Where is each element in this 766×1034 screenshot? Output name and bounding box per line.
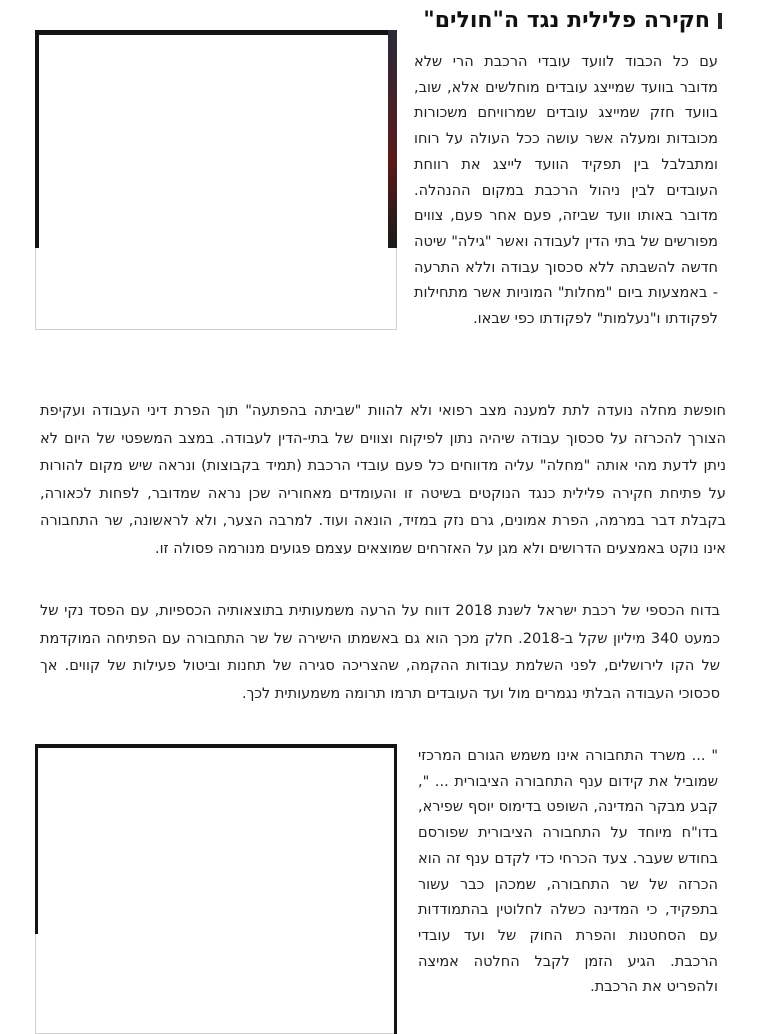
title-bullet-icon — [718, 13, 722, 29]
image-frame-right — [388, 30, 397, 248]
article-paragraph-3: בדוח הכספי של רכבת ישראל לשנת 2018 דווח על הרעה משמעותית בתוצאותיה הכספיות, עם הפסד נקי של כמעט 340 מיליון שקל ב-2018. חלק מכך הוא גם באשמתו הישירה של שר התחבורה עם הפתיחה המוקדמת של הקו לירושלים, לפני השלמת עבודות ההקמה, שהצריכה סגירה של תחנות וביטול פעילות של קווים. אך סכסוכי העבודה הבלתי נגמרים מול ועד העובדים תרמו תרומה משמעותית לכך. — [40, 603, 720, 702]
article-title-text: חקירה פלילית נגד ה"חולים" — [423, 8, 710, 33]
image-frame-right — [394, 744, 397, 1034]
image-frame-top — [35, 30, 397, 35]
image-frame-left — [35, 30, 39, 248]
article-image-bottom — [35, 744, 397, 1034]
article-paragraph-4: " ... משרד התחבורה אינו משמש הגורם המרכזי שמוביל את קידום ענף התחבורה הציבורית ... ", קבע מבקר המדינה, השופט בדימוס יוסף שפירא, בדו"ח מיוחד על התחבורה הציבורית שפורסם בחודש שעבר. צעד הכרחי כדי לקדם ענף זה הוא הכרזה של שר התחבורה, שמכהן כבר עשור בתפקיד, כי המדינה כשלה לחלוטין בהתמודדות עם הסחטנות והפרת החוק של ועד עובדי הרכבת. הגיע הזמן לקבל החלטה אמיצה ולהפריט את הרכבת. — [418, 748, 718, 996]
image-frame-top — [35, 744, 397, 748]
article-paragraph-2: חופשת מחלה נועדה לתת למענה מצב רפואי ולא להוות "שביתה בהפתעה" תוך הפרת דיני העבודה ועקיפת הצורך להכרזה על סכסוך עבודה שיהיה נתון לפיקוח וצווים של בתי-הדין לעבודה. במצב המשפטי של היום לא ניתן לדעת מהי אותה "מחלה" עליה מדווחים כל פעם עובדי הרכבת (תמיד בקבוצות) ונראה שיש מקום להורות על פתיחת חקירה פלילית כנגד הנוקטים בשיטה זו והעומדים מאחוריה שכן נראה שמדובר, לפחות לכאורה, בקבלת דבר במרמה, הפרת אמונים, גרם נזק במזיד, הונאה ועוד. למרבה הצער, ולא לראשונה, שר התחבורה אינו נוקט באמצעים הדרושים ולא מגן על האזרחים שמוצאים עצמם פגועים מנורמה פסולה זו. — [40, 403, 726, 557]
article-image-top — [35, 30, 397, 330]
image-frame-left — [35, 744, 38, 934]
article-paragraph-1: עם כל הכבוד לוועד עובדי הרכבת הרי שלא מדובר בוועד שמייצג עובדים מוחלשים אלא, שוב, בוועד חזק שמייצג עובדים שמרוויחם משכורות מכובדות ומעלה אשר עושה ככל העולה על רוחו ומתבלבל בין תפקיד הוועד לייצג את רווחת העובדים לבין ניהול הרכבת במקום ההנהלה. מדובר באותו וועד שביזה, פעם אחר פעם, צווים מפורשים של בתי הדין לעבודה ואשר "גילה" שיטה חדשה להשבתה ללא סכסוך עבודה וללא התרעה - באמצעות ביום "מחלות" המוניות אשר מתחילות לפקודתו ו"נעלמות" לפקודתו כפי שבאו. — [414, 54, 718, 328]
article-title — [423, 6, 722, 36]
